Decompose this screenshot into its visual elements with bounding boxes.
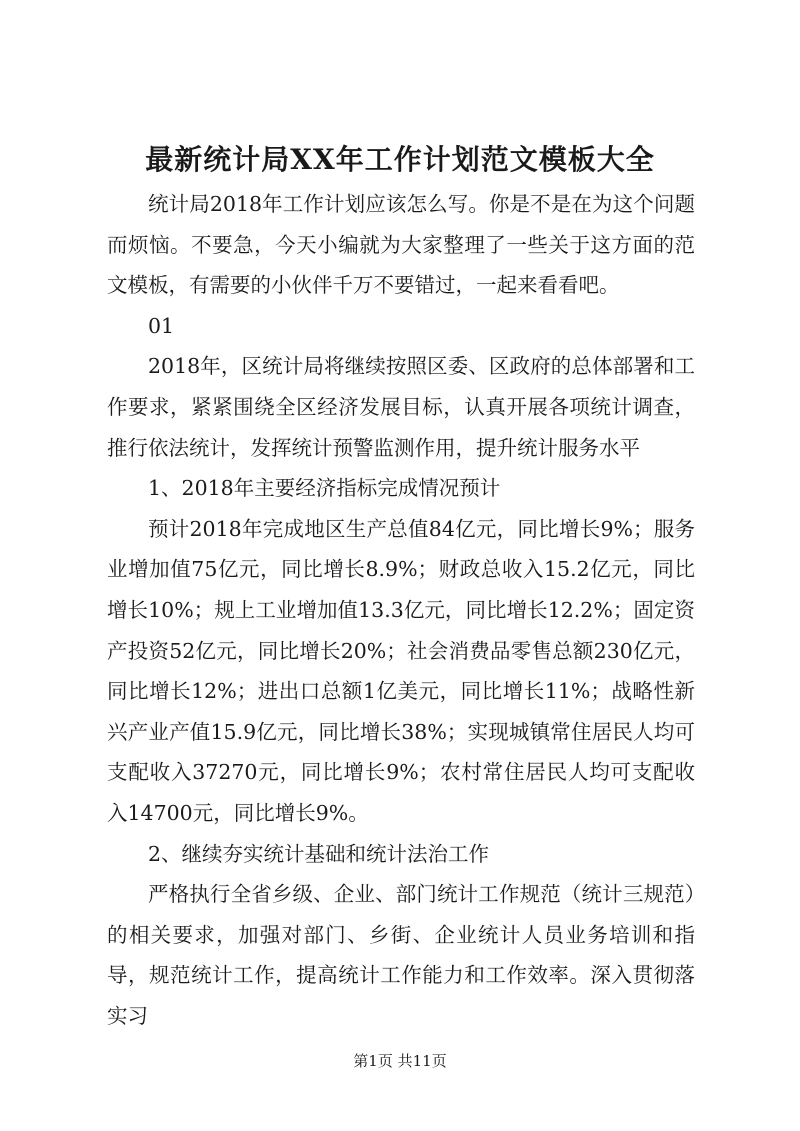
document-title: 最新统计局XX年工作计划范文模板大全 — [145, 143, 655, 176]
intro-paragraph: 统计局2018年工作计划应该怎么写。你是不是在为这个问题而烦恼。不要急，今天小编就为大家整理了一些关于这方面的范文模板，有需要的小伙伴千万不要错过，一起来看看吧。 — [107, 192, 695, 298]
page-footer: 第1页 共11页 — [353, 1052, 447, 1070]
section-heading-2: 2、继续夯实统计基础和统计法治工作 — [148, 841, 490, 866]
indicators-paragraph: 预计2018年完成地区生产总值84亿元，同比增长9%；服务业增加值75亿元，同比增长8.9%；财政总收入15.2亿元，同比增长10%；规上工业增加值13.3亿元，同比增长12.2%；固定资产投资52亿元，同比增长20%；社会消费品零售总额230亿元，同比增长12%；进出口总额1亿美元，同比增长11%；战略性新兴产业产值15.9亿元，同比增长38%；实现城镇常住居民人均可支配收入37270元，同比增长9%；农村常住居民人均可支配收入14700元，同比增长9%。 — [107, 516, 695, 825]
document-body — [107, 184, 695, 1036]
section-heading-1: 1、2018年主要经济指标完成情况预计 — [148, 476, 501, 501]
foundation-paragraph: 严格执行全省乡级、企业、部门统计工作规范（统计三规范）的相关要求，加强对部门、乡街、企业统计人员业务培训和指导，规范统计工作，提高统计工作能力和工作效率。深入贯彻落实习 — [107, 882, 695, 1028]
section-number: 01 — [148, 313, 175, 338]
overview-paragraph: 2018年，区统计局将继续按照区委、区政府的总体部署和工作要求，紧紧围绕全区经济发展目标，认真开展各项统计调查，推行依法统计，发挥统计预警监测作用，提升统计服务水平 — [107, 354, 695, 460]
